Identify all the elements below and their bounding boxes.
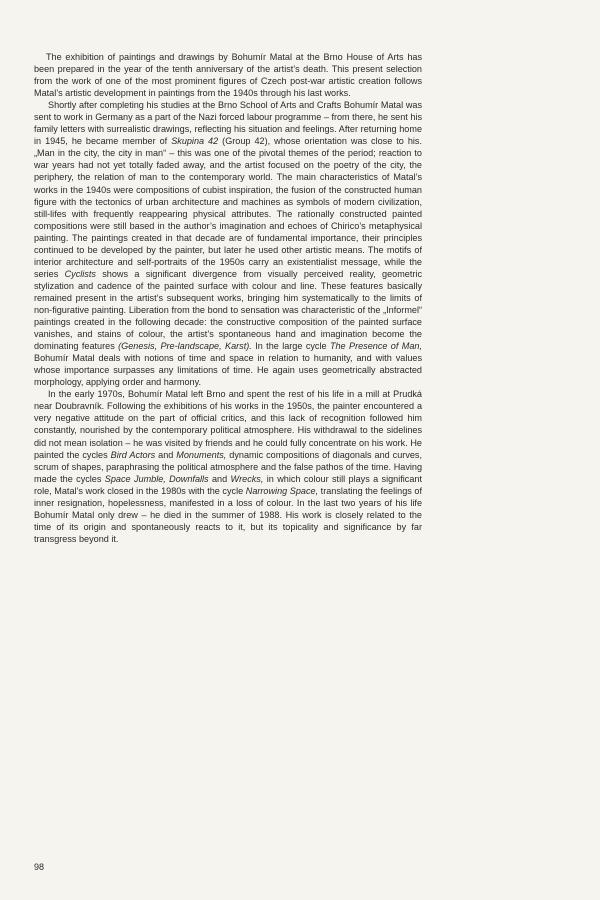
paragraph: [34, 51, 422, 99]
text-run: translating the feelings of inner resignation, hopelessness, manifested in a loss of colour. In the last two years of his life Bohumír Matal only drew – he died in the summer of 1988. His work is closely related to the time of its origin and spontaneously reacts to it, but its topicality and significance by far transgress beyond it.: [34, 485, 422, 544]
paragraph: [34, 99, 422, 388]
paragraph: [34, 388, 422, 545]
italic-title: Skupina 42: [171, 136, 219, 147]
text-run: dynamic compositions of diagonals and curves, scrum of shapes, paraphrasing the political atmosphere and the false pathos of the time. Having made the cycles: [34, 449, 422, 484]
italic-title: Wrecks,: [230, 473, 264, 484]
italic-title: The Presence of Man,: [329, 341, 423, 352]
text-run: The exhibition of paintings and drawings by Bohumír Matal at the Brno House of Arts has been prepared in the year of the tenth anniversary of the artist’s death. This present selection from the work of one of the most prominent figures of Czech post-war artistic creation follows Matal’s artistic development in paintings from the 1940s through his last works.: [34, 52, 422, 99]
italic-title: Bird Actors: [110, 449, 156, 460]
text-run: in which colour still plays a significant role, Matal’s work closed in the 1980s with the cycle: [34, 473, 422, 496]
text-run: (Group 42), whose orientation was close to his. „Man in the city, the city in man“ – this was one of the pivotal themes of the period; reaction to war years had not yet totally faded away, and the artist focused on the poetry of the city, the periphery, the relation of man to the contemporary world. The main characteristics of Matal’s works in the 1940s were compositions of cubist inspiration, the fusion of the constructed human figure with the tectonics of urban architecture and machines as symbols of modern civilization, still-lifes with frequently reappearing physical attributes. The rationally constructed painted compositions were still based in the author’s imagination and echoes of Chirico’s metaphysical painting. The paintings created in that decade are of fundamental importance, their principles continued to be developed by the painter, but later he used other artistic means. The motifs of interior architecture and self-portraits of the 1950s carry an existentialist message, while the series: [34, 136, 422, 279]
text-run: In the large cycle: [251, 341, 330, 352]
italic-title: Narrowing Space,: [245, 485, 319, 496]
text-run: In the early 1970s, Bohumír Matal left Brno and spent the rest of his life in a mill at Prudká near Doubravník. Following the exhibitions of his works in the 1950s, the painter encountered a very negative attitude on the part of official critics, and this lack of recognition followed him constantly, nourished by the contemporary political atmosphere. His withdrawal to the sidelines did not mean isolation – he was visited by friends and he could fully concentrate on his work. He painted the cycles: [34, 389, 422, 460]
text-run: and: [208, 473, 231, 484]
body-text: [34, 51, 422, 545]
text-run: shows a significant divergence from visually perceived reality, geometric stylization and cadence of the painted surface with colour and line. These features basically remained present in the artist’s subsequent works, bringing him systematically to the limits of non-figurative painting. Liberation from the bond to sensation was characteristic of the „Informel“ paintings created in the following decade: the constructive composition of the painted surface vanishes, and stains of colour, the artist’s spontaneous hand and imagination become the dominating features: [34, 268, 422, 352]
text-run: Bohumír Matal deals with notions of time and space in relation to humanity, and with values whose importance surpasses any limitations of time. He again uses geometrically abstracted morphology, applying order and harmony.: [34, 353, 422, 388]
italic-title: Cyclists: [64, 268, 96, 279]
page-number: 98: [34, 862, 45, 872]
italic-title: (Genesis, Pre-landscape, Karst).: [118, 341, 252, 352]
italic-title: Monuments,: [176, 449, 227, 460]
text-run: Shortly after completing his studies at the Brno School of Arts and Crafts Bohumír Matal was sent to work in Germany as a part of the Nazi forced labour programme – from there, he sent his family letters with surrealistic drawings, reflecting his situation and feelings. After returning home in 1945, he became member of: [34, 100, 422, 147]
italic-title: Space Jumble, Downfalls: [104, 473, 209, 484]
text-run: and: [155, 449, 177, 460]
